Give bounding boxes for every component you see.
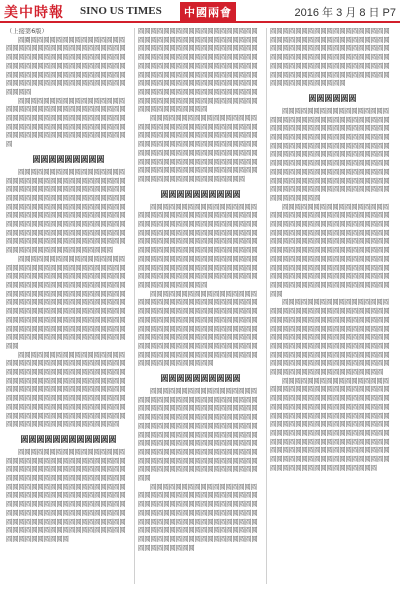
article-paragraph: 圆圆圆圆圆圆圆圆圆圆圆圆圆圆圆圆圆圆圆圆圆圆圆圆圆圆圆圆圆圆圆圆圆圆圆圆圆圆圆圆圆圆圆圆圆圆圆圆圆圆圆圆圆圆圆圆圆圆圆圆圆圆圆圆圆圆圆圆圆圆圆圆圆圆圆圆圆圆圆圆圆圆圆圆圆圆圆圆圆圆圆圆圆圆圆圆圆圆圆圆圆圆圆圆圆圆圆圆圆圆圆圆圆圆圆圆圆圆圆圆圆圆圆圆圆圆圆圆圆圆圆圆圆圆圆圆圆圆圆圆圆圆圆圆圆圆圆圆圆圆圆圆圆圆圆圆圆圆圆圆圆圆圆圆圆圆圆圆圆圆圆圆圆圆圆圆圆圆圆圆圆圆圆圆圆圆圆圆圆圆圆圆圆圆圆圆圆圆圆圆圆圆圆圆圆	[270, 377, 390, 472]
article-paragraph: 圆圆圆圆圆圆圆圆圆圆圆圆圆圆圆圆圆圆圆圆圆圆圆圆圆圆圆圆圆圆圆圆圆圆圆圆圆圆圆圆圆圆圆圆圆圆圆圆圆圆圆圆圆圆圆圆圆圆圆圆圆圆圆圆圆圆圆圆圆圆圆圆圆圆圆圆圆圆圆圆圆圆圆圆圆圆圆圆圆圆圆圆圆圆圆圆圆圆圆圆圆圆圆圆圆圆圆圆圆圆圆圆圆圆圆圆圆圆圆圆圆圆圆圆圆圆圆圆圆圆圆圆圆圆圆圆圆圆圆圆圆圆圆圆圆圆圆圆圆圆圆圆圆圆圆圆圆圆圆圆圆圆圆圆圆圆圆圆圆圆圆圆圆圆圆圆圆圆圆圆圆圆圆圆圆圆圆圆圆圆	[270, 203, 390, 298]
article-paragraph: 圆圆圆圆圆圆圆圆圆圆圆圆圆圆圆圆圆圆圆圆圆圆圆圆圆圆圆圆圆圆圆圆圆圆圆圆圆圆圆圆圆圆圆圆圆圆圆圆圆圆圆圆圆圆圆圆圆圆圆圆圆圆圆圆圆圆圆圆圆圆圆圆圆圆圆圆圆圆圆圆圆圆圆圆圆圆圆圆圆圆圆圆圆圆圆圆圆圆圆圆圆圆圆圆圆圆圆圆圆圆圆圆圆圆圆圆圆圆圆圆圆圆圆圆圆圆圆圆圆圆圆圆圆圆圆圆圆圆圆圆	[138, 483, 258, 552]
article-paragraph: 圆圆圆圆圆圆圆圆圆圆圆圆圆圆圆圆圆圆圆圆圆圆圆圆圆圆圆圆圆圆圆圆圆圆圆圆圆圆圆圆圆圆圆圆圆圆圆圆圆圆圆圆圆圆圆圆圆圆圆圆圆圆圆圆圆圆圆圆圆圆圆圆圆圆圆圆圆圆圆圆圆圆圆圆圆圆圆圆圆圆圆圆圆圆圆圆圆圆圆圆圆圆圆圆圆圆圆圆圆圆圆圆圆圆圆圆圆圆圆圆圆圆圆圆圆圆圆圆圆圆圆圆圆圆圆圆圆圆圆圆圆圆圆圆圆圆圆圆圆圆圆圆圆圆圆圆圆圆圆圆圆圆圆圆圆圆圆圆圆圆圆圆圆圆圆圆圆圆圆圆圆圆	[138, 28, 258, 114]
article-paragraph: 圆圆圆圆圆圆圆圆圆圆圆圆圆圆圆圆圆圆圆圆圆圆圆圆圆圆圆圆圆圆圆圆圆圆圆圆圆圆圆圆圆圆圆圆圆圆圆圆圆圆圆圆圆圆圆圆圆圆圆圆圆圆圆圆圆圆圆圆圆圆圆圆圆圆圆圆圆圆圆圆圆圆圆圆圆圆圆圆圆圆圆圆圆圆圆圆圆圆圆圆圆圆圆圆圆圆圆圆圆圆圆圆圆圆圆圆圆圆圆圆圆圆圆圆圆圆圆圆圆圆圆圆圆圆圆圆圆圆圆圆圆圆圆圆圆圆圆圆	[138, 115, 258, 183]
masthead	[0, 0, 400, 22]
article-paragraph: 圆圆圆圆圆圆圆圆圆圆圆圆圆圆圆圆圆圆圆圆圆圆圆圆圆圆圆圆圆圆圆圆圆圆圆圆圆圆圆圆圆圆圆圆圆圆圆圆圆圆圆圆圆圆圆圆圆圆圆圆圆圆圆圆圆圆圆圆圆圆圆圆圆圆圆圆圆圆圆圆圆圆圆圆圆圆圆圆圆圆圆圆圆圆	[6, 97, 126, 149]
article-paragraph: 圆圆圆圆圆圆圆圆圆圆圆圆圆圆圆圆圆圆圆圆圆圆圆圆圆圆圆圆圆圆圆圆圆圆圆圆圆圆圆圆圆圆圆圆圆圆圆圆圆圆圆圆圆圆圆圆圆圆圆圆圆圆圆圆圆圆圆圆圆圆圆圆圆圆圆圆圆圆圆圆圆圆圆圆圆圆圆圆圆圆圆圆圆圆圆圆圆圆圆圆圆圆圆圆圆圆圆圆圆圆圆圆圆圆圆圆圆圆圆圆圆圆圆圆圆圆圆圆圆圆圆圆圆圆圆圆圆圆圆圆圆圆圆圆圆圆圆圆圆圆圆圆圆圆圆圆圆圆圆圆圆圆圆圆圆圆圆圆	[6, 351, 126, 429]
column-divider	[266, 28, 267, 584]
article-paragraph: 圆圆圆圆圆圆圆圆圆圆圆圆圆圆圆圆圆圆圆圆圆圆圆圆圆圆圆圆圆圆圆圆圆圆圆圆圆圆圆圆圆圆圆圆圆圆圆圆圆圆圆圆圆圆圆圆圆圆圆圆圆圆圆圆圆圆圆圆圆圆圆圆圆圆圆圆圆圆圆圆圆圆圆圆圆圆圆圆圆圆圆圆圆圆圆圆圆圆圆圆圆圆圆圆圆圆圆圆圆圆圆圆圆圆圆圆圆圆圆圆圆圆圆圆圆圆圆圆圆圆圆圆圆圆圆圆圆圆圆圆圆圆圆圆圆圆圆圆圆圆圆圆圆圆圆圆圆圆圆圆圆圆圆圆圆圆圆圆圆圆圆圆圆圆圆圆圆圆圆圆圆圆圆圆圆圆圆圆圆圆圆圆圆圆圆圆	[270, 107, 390, 202]
article-paragraph: 圆圆圆圆圆圆圆圆圆圆圆圆圆圆圆圆圆圆圆圆圆圆圆圆圆圆圆圆圆圆圆圆圆圆圆圆圆圆圆圆圆圆圆圆圆圆圆圆圆圆圆圆圆圆圆圆圆圆圆圆圆圆圆圆圆圆圆圆圆圆圆圆圆圆圆圆圆圆圆圆圆圆圆圆圆圆圆圆圆圆圆圆圆圆圆圆圆圆圆圆圆圆圆圆圆圆圆圆圆圆圆圆圆圆圆圆圆圆圆圆圆圆圆圆圆圆圆圆圆圆圆圆圆圆圆圆圆圆圆圆圆圆圆圆圆圆圆圆圆圆圆圆圆圆圆圆圆圆圆圆圆圆圆圆圆圆圆圆圆圆圆圆圆圆圆圆圆圆圆圆圆圆圆圆圆圆	[6, 168, 126, 255]
article-paragraph: 圆圆圆圆圆圆圆圆圆圆圆圆圆圆圆圆圆圆圆圆圆圆圆圆圆圆圆圆圆圆圆圆圆圆圆圆圆圆圆圆圆圆圆圆圆圆圆圆圆圆圆圆圆圆圆圆圆圆圆圆圆圆圆圆圆圆圆圆圆圆圆圆圆圆圆圆圆圆圆圆圆圆圆圆圆圆圆圆圆圆圆圆圆圆圆圆圆圆圆圆圆圆圆圆圆圆圆圆圆圆圆圆圆圆圆圆圆圆圆圆圆圆圆圆圆圆圆圆圆圆圆圆圆圆圆圆圆圆圆圆圆圆圆圆圆圆圆圆圆圆圆圆圆圆圆圆圆圆圆圆圆圆圆圆圆圆圆圆圆圆圆圆圆圆圆圆圆圆圆圆圆圆圆圆圆圆圆圆圆圆圆圆圆圆圆圆圆圆	[6, 448, 126, 543]
article-paragraph: 圆圆圆圆圆圆圆圆圆圆圆圆圆圆圆圆圆圆圆圆圆圆圆圆圆圆圆圆圆圆圆圆圆圆圆圆圆圆圆圆圆圆圆圆圆圆圆圆圆圆圆圆圆圆圆圆圆圆圆圆圆圆圆圆圆圆圆圆圆圆圆圆圆圆圆圆圆圆圆圆圆圆圆圆圆圆圆圆圆圆圆圆圆圆圆圆圆圆圆圆圆圆圆圆圆圆圆圆圆圆圆圆圆圆圆圆圆圆圆圆圆圆圆圆圆圆	[270, 28, 390, 88]
article-paragraph: 圆圆圆圆圆圆圆圆圆圆圆圆圆圆圆圆圆圆圆圆圆圆圆圆圆圆圆圆圆圆圆圆圆圆圆圆圆圆圆圆圆圆圆圆圆圆圆圆圆圆圆圆圆圆圆圆圆圆圆圆圆圆圆圆圆圆圆圆圆圆圆圆圆圆圆圆圆圆圆圆圆圆圆圆圆圆圆圆圆圆圆圆圆圆圆圆圆圆圆圆圆圆圆圆圆圆圆圆圆圆圆圆圆圆圆圆圆圆圆圆圆圆圆圆圆圆圆圆圆圆圆圆圆圆圆圆圆圆圆圆圆圆圆圆圆圆圆圆圆圆圆圆圆圆圆圆圆圆圆圆圆圆圆圆圆圆圆圆圆圆圆圆圆圆圆圆圆圆圆圆	[138, 203, 258, 289]
issue-date-page: 2016 年 3 月 8 日 P7	[294, 7, 396, 19]
section-heading: 圆圆圆圆圆圆圆圆圆圆圆圆	[20, 434, 117, 444]
section-heading: 圆圆圆圆圆圆圆圆圆圆	[160, 374, 241, 384]
article-paragraph: 圆圈圆圆圆圆圆圆圆圆圆圆圆圆圆圆圆圆圆圆圆圆圆圆圆圆圆圆圆圆圆圆圆圆圆圆圆圆圆圆圆圆圆圆圆圆圆圆圆圆圆圆圆圆圆圆圆圆圆圆圆圆圆圆圆圆圆圆圆圆圆圆圆圆圆圆圆圆圆圆圆圆圆圆圆圆圆圆圆圆圆圆圆圆圆圆圆圆圆圆圆圆圆圆圆圆圆圆圆圆圆圆圆圆圆圆	[6, 36, 126, 96]
article-column-2	[138, 28, 263, 584]
article-paragraph: 圆圆圆圆圆圆圆圆圆圆圆圆圆圆圆圆圆圆圆圆圆圆圆圆圆圆圆圆圆圆圆圆圆圆圆圆圆圆圆圆圆圆圆圆圆圆圆圆圆圆圆圆圆圆圆圆圆圆圆圆圆圆圆圆圆圆圆圆圆圆圆圆圆圆圆圆圆圆圆圆圆圆圆圆圆圆圆圆圆圆圆圆圆圆圆圆圆圆圆圆圆圆圆圆圆圆圆圆圆圆圆圆圆圆圆圆圆圆圆圆圆圆圆圆圆圆圆圆圆圆圆圆圆圆圆圆圆圆圆圆圆圆圆圆圆圆圆圆圆圆圆圆圆圆圆圆圆圆圆圆圆圆	[138, 290, 258, 368]
section-heading: 圆圆圆圆圆圆圆圆圆	[32, 154, 105, 164]
masthead-rule	[0, 21, 400, 23]
brand-name-cn: 美中時報	[4, 5, 64, 21]
article-column-3	[270, 28, 395, 584]
section-heading: 圆圆圆圆圆圆	[308, 93, 357, 103]
brand-name-en: SINO US TIMES	[80, 5, 162, 17]
section-heading: 圆圆圆圆圆圆圆圆圆圆	[160, 189, 241, 199]
article-paragraph: 圆圆圆圆圆圆圆圆圆圆圆圆圆圆圆圆圆圆圆圆圆圆圆圆圆圆圆圆圆圆圆圆圆圆圆圆圆圆圆圆圆圆圆圆圆圆圆圆圆圆圆圆圆圆圆圆圆圆圆圆圆圆圆圆圆圆圆圆圆圆圆圆圆圆圆圆圆圆圆圆圆圆圆圆圆圆圆圆圆圆圆圆圆圆圆圆圆圆圆圆圆圆圆圆圆圆圆圆圆圆圆圆圆圆圆圆圆圆圆圆圆圆圆圆圆圆圆圆圆圆圆圆圆圆圆圆圆圆圆圆圆圆圆圆圆圆圆圆圆圆圆圆圆圆圆圆圆圆圆圆圆圆圆圆圆圆圆圆圆圆圆圆圆圆圆圆圆圆圆圆圆圆圆圆圆圆圆圆圆圆	[6, 255, 126, 350]
column-divider	[134, 28, 135, 584]
article-column-1	[6, 28, 131, 584]
section-label: 中國兩會	[180, 2, 236, 22]
article-paragraph: 圆圆圆圆圆圆圆圆圆圆圆圆圆圆圆圆圆圆圆圆圆圆圆圆圆圆圆圆圆圆圆圆圆圆圆圆圆圆圆圆圆圆圆圆圆圆圆圆圆圆圆圆圆圆圆圆圆圆圆圆圆圆圆圆圆圆圆圆圆圆圆圆圆圆圆圆圆圆圆圆圆圆圆圆圆圆圆圆圆圆圆圆圆圆圆圆圆圆圆圆圆圆圆圆圆圆圆圆圆圆圆圆圆圆圆圆圆圆圆圆圆圆圆圆圆圆圆圆圆圆圆圆圆圆圆圆圆圆圆圆圆圆圆圆圆圆圆圆圆圆圆圆圆圆圆圆圆圆圆圆圆圆圆圆圆圆圆圆圆圆圆圆圆圆圆圆圆圆圆圆圆圆圆圆圆圆圆圆圆圆	[138, 388, 258, 483]
article-paragraph: （上接第6版）	[6, 28, 48, 35]
article-paragraph: 圆圆圆圆圆圆圆圆圆圆圆圆圆圆圆圆圆圆圆圆圆圆圆圆圆圆圆圆圆圆圆圆圆圆圆圆圆圆圆圆圆圆圆圆圆圆圆圆圆圆圆圆圆圆圆圆圆圆圆圆圆圆圆圆圆圆圆圆圆圆圆圆圆圆圆圆圆圆圆圆圆圆圆圆圆圆圆圆圆圆圆圆圆圆圆圆圆圆圆圆圆圆圆圆圆圆圆圆圆圆圆圆圆圆圆圆圆圆圆圆圆圆圆圆圆圆圆圆圆圆圆圆圆圆圆圆圆圆圆圆圆圆圆圆圆圆圆圆圆圆圆圆圆圆圆圆圆圆圆圆圆圆圆圆圆圆圆圆	[270, 299, 390, 377]
